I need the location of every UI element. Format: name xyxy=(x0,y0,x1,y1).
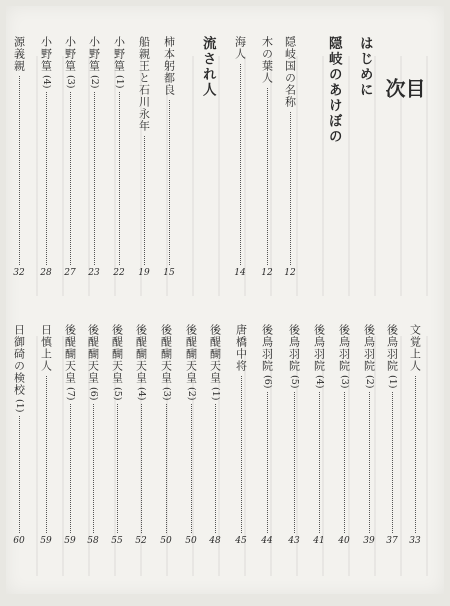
top-entry-page-number: 27 xyxy=(64,268,76,278)
bottom-entry xyxy=(285,324,303,546)
toc-heading xyxy=(384,78,424,120)
bottom-entry xyxy=(406,324,424,546)
top-entry-title: 流され人 xyxy=(199,36,216,98)
bottom-entry-page-number: 60 xyxy=(13,536,25,546)
bottom-entry xyxy=(84,324,102,546)
bottom-entry-page-number: 55 xyxy=(111,536,123,546)
bottom-entry-page-number: 44 xyxy=(261,536,273,546)
top-entry-title: 小野篁 xyxy=(87,36,101,72)
bottom-entry-page-number: 33 xyxy=(409,536,421,546)
bottom-entry-dot-leader xyxy=(267,392,268,533)
bottom-entry-part-number: (5) xyxy=(111,387,123,401)
bottom-entry-title: 日慎上人 xyxy=(39,324,53,372)
bottom-entry-title: 後醍醐天皇 xyxy=(134,324,148,384)
top-entry-dot-leader xyxy=(94,92,95,265)
bottom-entry-title: 後鳥羽院 xyxy=(337,324,351,372)
bottom-entry-dot-leader xyxy=(241,376,242,533)
top-entry-title: 小野篁 xyxy=(39,36,53,72)
bottom-entry-page-number: 39 xyxy=(363,536,375,546)
bottom-entry-part-number: (2) xyxy=(363,375,375,389)
bottom-entry-title: 文覚上人 xyxy=(408,324,422,372)
top-entry xyxy=(61,36,79,278)
bottom-entry-title: 後醍醐天皇 xyxy=(86,324,100,384)
bottom-entry xyxy=(61,324,79,546)
bottom-entry xyxy=(360,324,378,546)
bottom-entry-dot-leader xyxy=(392,392,393,533)
top-entry xyxy=(37,36,55,278)
bottom-entry-part-number: (1) xyxy=(13,399,25,413)
bottom-entry-dot-leader xyxy=(415,376,416,533)
top-entry-title: 海人 xyxy=(233,36,247,60)
top-entry-page-number: 22 xyxy=(113,268,125,278)
heading-moku: 目 xyxy=(402,78,426,120)
bottom-entry-dot-leader xyxy=(166,404,167,533)
top-entry-title: 源義親 xyxy=(12,36,26,72)
top-entry-dot-leader xyxy=(144,136,145,265)
top-entry xyxy=(135,36,153,278)
top-entry-part-number: (4) xyxy=(40,75,52,89)
bottom-entry-title: 後醍醐天皇 xyxy=(184,324,198,384)
bottom-entry-page-number: 37 xyxy=(386,536,398,546)
top-entry xyxy=(160,36,178,278)
top-entry-part-number: (1) xyxy=(113,75,125,89)
top-entry-title: 隠岐のあけぼの xyxy=(325,36,342,145)
bottom-entry-page-number: 58 xyxy=(87,536,99,546)
bottom-entry-dot-leader xyxy=(117,404,118,533)
top-entry-page-number: 12 xyxy=(284,268,296,278)
top-entry-title: 小野篁 xyxy=(63,36,77,72)
bottom-entry-part-number: (1) xyxy=(209,387,221,401)
bottom-entry-title: 後醍醐天皇 xyxy=(208,324,222,384)
bottom-entry xyxy=(206,324,224,546)
bottom-entry xyxy=(335,324,353,546)
bottom-entry-part-number: (3) xyxy=(160,387,172,401)
bottom-entry xyxy=(37,324,55,546)
top-entry-page-number: 23 xyxy=(88,268,100,278)
top-entry-dot-leader xyxy=(169,100,170,265)
bottom-entry xyxy=(10,324,28,546)
bottom-entry xyxy=(383,324,401,546)
bottom-entry-part-number: (6) xyxy=(87,387,99,401)
top-entry xyxy=(85,36,103,278)
top-entry-page-number: 28 xyxy=(40,268,52,278)
bottom-entry-page-number: 50 xyxy=(185,536,197,546)
top-entry-dot-leader xyxy=(267,88,268,265)
bottom-entry-page-number: 59 xyxy=(64,536,76,546)
bottom-entry-dot-leader xyxy=(191,404,192,533)
bottom-entry-dot-leader xyxy=(294,392,295,533)
bottom-entry-dot-leader xyxy=(46,376,47,533)
bottom-entry-page-number: 40 xyxy=(338,536,350,546)
top-entry-page-number: 14 xyxy=(234,268,246,278)
top-entry xyxy=(281,36,299,278)
top-entry-page-number: 32 xyxy=(13,268,25,278)
bottom-entry-title: 後鳥羽院 xyxy=(385,324,399,372)
top-entry-dot-leader xyxy=(290,112,291,265)
bottom-entry-part-number: (1) xyxy=(386,375,398,389)
top-entry-part-number: (3) xyxy=(64,75,76,89)
top-entry-title: はじめに xyxy=(356,36,373,98)
top-entry-title: 隠岐国の名称 xyxy=(283,36,297,108)
bottom-entry-page-number: 48 xyxy=(209,536,221,546)
top-entry xyxy=(258,36,276,278)
bottom-entry-part-number: (2) xyxy=(185,387,197,401)
top-entry-title: 木の葉人 xyxy=(260,36,274,84)
bottom-entry-title: 日御碕の検校 xyxy=(12,324,26,396)
bottom-entry-title: 後醍醐天皇 xyxy=(110,324,124,384)
bottom-entry-page-number: 41 xyxy=(313,536,325,546)
top-entry xyxy=(10,36,28,278)
bottom-entry xyxy=(157,324,175,546)
top-entry-page-number: 15 xyxy=(163,268,175,278)
bottom-entry-dot-leader xyxy=(344,392,345,533)
top-entry xyxy=(198,36,216,98)
top-entry-dot-leader xyxy=(70,92,71,265)
bottom-entry xyxy=(232,324,250,546)
bottom-entry-title: 後醍醐天皇 xyxy=(159,324,173,384)
bottom-entry-title: 後鳥羽院 xyxy=(312,324,326,372)
bottom-entry xyxy=(258,324,276,546)
top-entry-page-number: 19 xyxy=(138,268,150,278)
bottom-entry-page-number: 59 xyxy=(40,536,52,546)
bottom-entry-page-number: 43 xyxy=(288,536,300,546)
bottom-entry-part-number: (4) xyxy=(313,375,325,389)
bottom-entry-title: 後醍醐天皇 xyxy=(63,324,77,384)
bottom-entry-dot-leader xyxy=(319,392,320,533)
top-entry-title: 柿本躬都良 xyxy=(162,36,176,96)
bottom-entry-page-number: 45 xyxy=(235,536,247,546)
bottom-entry xyxy=(182,324,200,546)
top-entry xyxy=(231,36,249,278)
bottom-entry xyxy=(132,324,150,546)
bottom-entry-dot-leader xyxy=(70,404,71,533)
top-entry-dot-leader xyxy=(46,92,47,265)
bottom-entry-page-number: 50 xyxy=(160,536,172,546)
top-entry-dot-leader xyxy=(240,64,241,265)
bottom-entry-dot-leader xyxy=(369,392,370,533)
top-entry-title: 小野篁 xyxy=(112,36,126,72)
bottom-entry-part-number: (7) xyxy=(64,387,76,401)
top-entry xyxy=(324,36,342,145)
bottom-entry-dot-leader xyxy=(93,404,94,533)
heading-ji: 次 xyxy=(382,78,406,120)
bottom-entry-part-number: (4) xyxy=(135,387,147,401)
bottom-entry-title: 唐橋中将 xyxy=(234,324,248,372)
bottom-entry-page-number: 52 xyxy=(135,536,147,546)
bottom-entry xyxy=(310,324,328,546)
bottom-entry-part-number: (5) xyxy=(288,375,300,389)
bottom-entry-title: 後鳥羽院 xyxy=(362,324,376,372)
top-entry-dot-leader xyxy=(19,76,20,265)
bottom-entry-part-number: (6) xyxy=(261,375,273,389)
top-entry-dot-leader xyxy=(119,92,120,265)
toc-page xyxy=(6,6,444,594)
bottom-entry-dot-leader xyxy=(19,416,20,533)
top-entry-title: 船親王と石川永年 xyxy=(137,36,151,132)
bottom-entry-dot-leader xyxy=(215,404,216,533)
bottom-entry xyxy=(108,324,126,546)
bottom-entry-dot-leader xyxy=(141,404,142,533)
bottom-entry-title: 後鳥羽院 xyxy=(260,324,274,372)
top-entry-page-number: 12 xyxy=(261,268,273,278)
top-entry xyxy=(110,36,128,278)
bottom-entry-part-number: (3) xyxy=(338,375,350,389)
top-entry xyxy=(355,36,373,98)
top-entry-part-number: (2) xyxy=(88,75,100,89)
bottom-entry-title: 後鳥羽院 xyxy=(287,324,301,372)
